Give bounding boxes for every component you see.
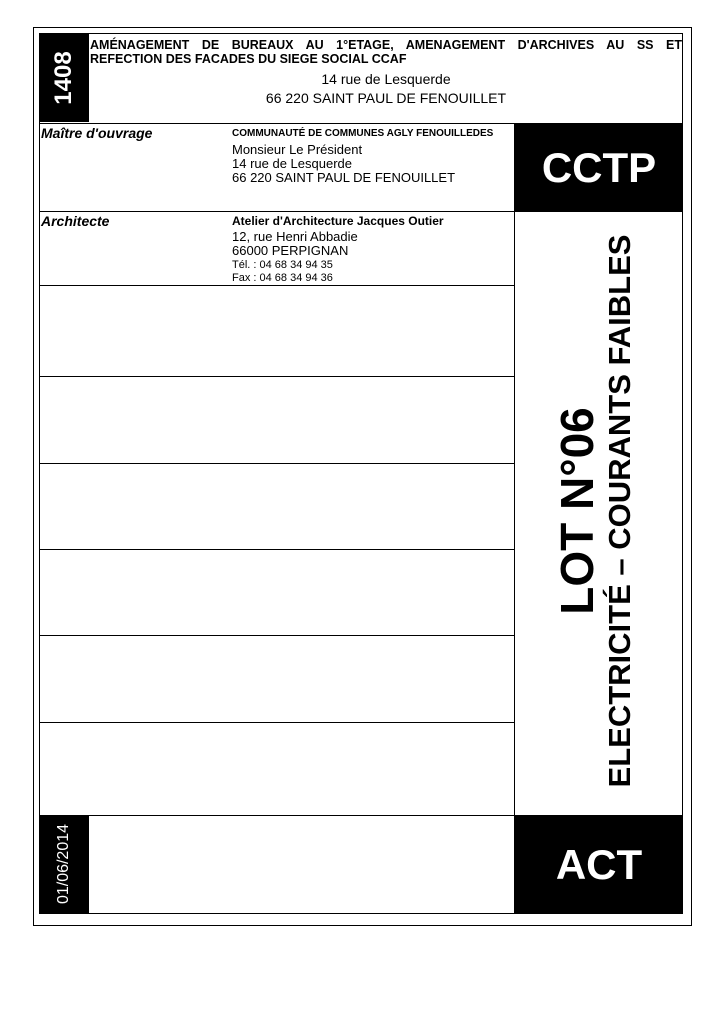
- maitre-label: Maître d'ouvrage: [41, 125, 153, 141]
- row-divider: [39, 376, 515, 377]
- row-divider: [39, 211, 515, 212]
- row-divider: [39, 463, 515, 464]
- project-address-line2: 66 220 SAINT PAUL DE FENOUILLET: [265, 90, 507, 106]
- column-divider: [514, 123, 515, 914]
- lot-number: LOT N°06: [551, 407, 603, 615]
- row-divider: [39, 722, 515, 723]
- project-title-line1: AMÉNAGEMENT DE BUREAUX AU 1°ETAGE, AMENAGEMENT D'ARCHIVES AU SS ET: [90, 38, 682, 52]
- doc-type: CCTP: [541, 144, 657, 191]
- phase: ACT: [555, 841, 643, 888]
- row-divider: [39, 549, 515, 550]
- architecte-tel: Tél. : 04 68 34 94 35: [232, 259, 333, 271]
- project-number: 1408: [50, 51, 77, 105]
- architecte-line1: 12, rue Henri Abbadie: [232, 229, 358, 244]
- architecte-line2: 66000 PERPIGNAN: [232, 243, 349, 258]
- project-title-line2: REFECTION DES FACADES DU SIEGE SOCIAL CCAF: [90, 52, 407, 66]
- architecte-fax: Fax : 04 68 34 94 36: [232, 272, 333, 284]
- footer-divider: [39, 815, 515, 816]
- row-divider: [39, 635, 515, 636]
- maitre-line2: 14 rue de Lesquerde: [232, 156, 352, 171]
- maitre-line3: 66 220 SAINT PAUL DE FENOUILLET: [232, 170, 456, 185]
- maitre-line1: Monsieur Le Président: [232, 142, 363, 157]
- project-title: [90, 38, 682, 66]
- date: 01/06/2014: [55, 823, 72, 905]
- architecte-label: Architecte: [41, 213, 110, 229]
- lot-name: ELECTRICITÉ – COURANTS FAIBLES: [602, 234, 637, 788]
- architecte-name: Atelier d'Architecture Jacques Outier: [232, 214, 444, 228]
- maitre-org: COMMUNAUTÉ DE COMMUNES AGLY FENOUILLEDES: [232, 128, 494, 139]
- project-address-line1: 14 rue de Lesquerde: [321, 71, 451, 87]
- row-divider: [39, 285, 515, 286]
